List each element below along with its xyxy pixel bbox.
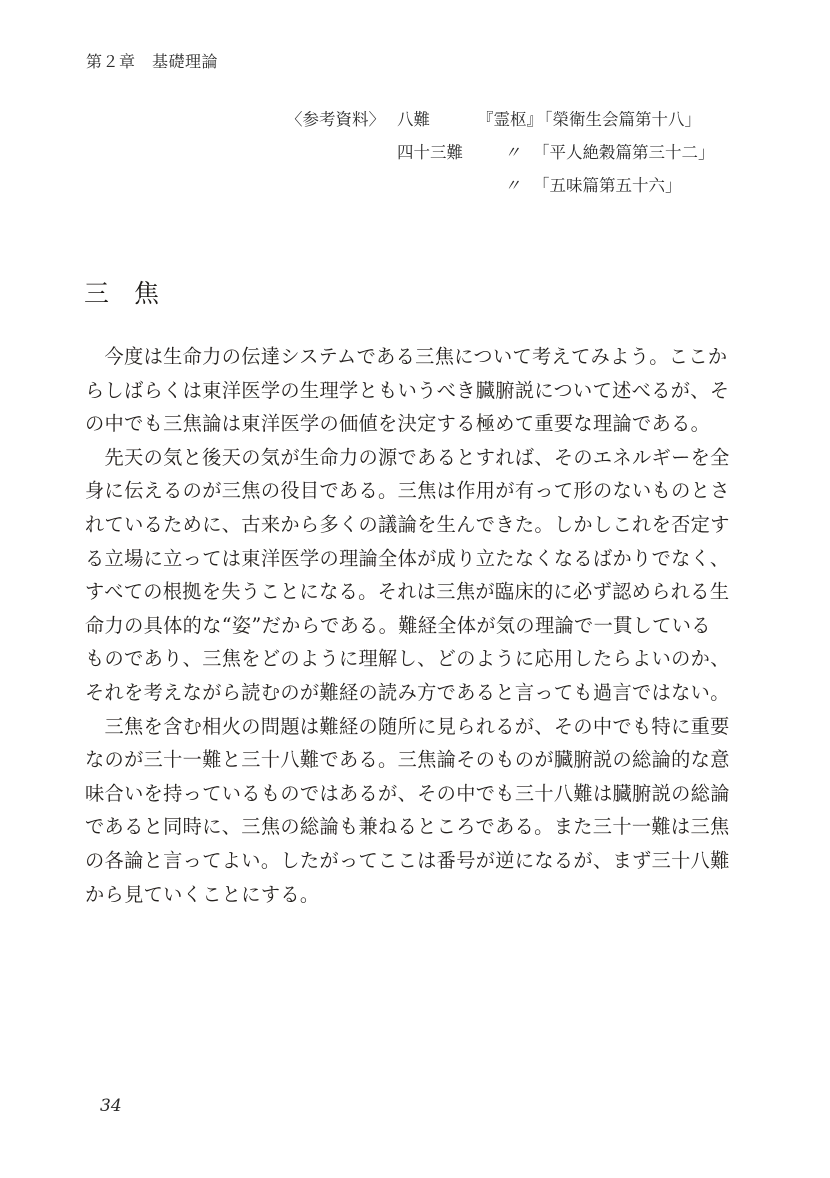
reference-row xyxy=(286,172,746,205)
body-line: であると同時に、三焦の総論も兼ねるところである。また三十一難は三焦 xyxy=(85,815,730,839)
reference-row xyxy=(286,139,746,172)
body-line: の中でも三焦論は東洋医学の価値を決定する極めて重要な理論である。 xyxy=(85,412,711,436)
body-line: れているために、古来から多くの議論を生んできた。しかしこれを否定す xyxy=(85,512,730,536)
reference-row xyxy=(286,106,746,139)
reference-book: 『霊枢』 xyxy=(477,110,543,129)
section-title: 三 焦 xyxy=(84,279,160,308)
reference-chapter: 八難 xyxy=(397,110,430,129)
body-line: らしばらくは東洋医学の生理学ともいうべき臓腑説について述べるが、そ xyxy=(85,378,730,402)
body-line: 先天の気と後天の気が生命力の源であるとすれば、そのエネルギーを全 xyxy=(104,445,730,469)
body-line: の各論と言ってよい。したがってここは番号が逆になるが、まず三十八難 xyxy=(85,848,730,872)
body-line: 身に伝えるのが三焦の役目である。三焦は作用が有って形のないものとさ xyxy=(85,479,730,503)
reference-materials xyxy=(286,106,746,205)
body-text xyxy=(85,340,733,911)
body-line: すべての根拠を失うことになる。それは三焦が臨床的に必ず認められる生 xyxy=(85,580,730,604)
reference-chapter: 四十三難 xyxy=(397,143,463,162)
body-line: 今度は生命力の伝達システムである三焦について考えてみよう。ここか xyxy=(104,345,728,368)
body-line: 命力の具体的な“姿”だからである。難経全体が気の理論で一貫している xyxy=(85,613,711,637)
body-line: る立場に立っては東洋医学の理論全体が成り立たなくなるばかりでなく、 xyxy=(85,546,730,570)
body-line: 三焦を含む相火の問題は難経の随所に見られるが、その中でも特に重要 xyxy=(104,714,730,738)
body-line: から見ていくことにする。 xyxy=(85,882,320,906)
body-line: それを考えながら読むのが難経の読み方であると言っても過言ではない。 xyxy=(85,680,730,704)
reference-title: 「平人絶穀篇第三十二」 xyxy=(533,143,715,162)
ditto-mark: 〃 xyxy=(504,176,521,195)
reference-title: 「榮衛生会篇第十八」 xyxy=(536,110,701,129)
running-head: 第２章 基礎理論 xyxy=(86,52,219,71)
ditto-mark: 〃 xyxy=(504,143,521,162)
body-line: ものであり、三焦をどのように理解し、どのように応用したらよいのか、 xyxy=(85,647,730,671)
page-number: 34 xyxy=(100,1096,122,1116)
body-line: 味合いを持っているものではあるが、その中でも三十八難は臓腑説の総論 xyxy=(85,781,730,805)
body-line: なのが三十一難と三十八難である。三焦論そのものが臓腑説の総論的な意 xyxy=(85,748,730,772)
reference-title: 「五味篇第五十六」 xyxy=(533,176,682,195)
reference-label: 〈参考資料〉 xyxy=(286,110,385,129)
